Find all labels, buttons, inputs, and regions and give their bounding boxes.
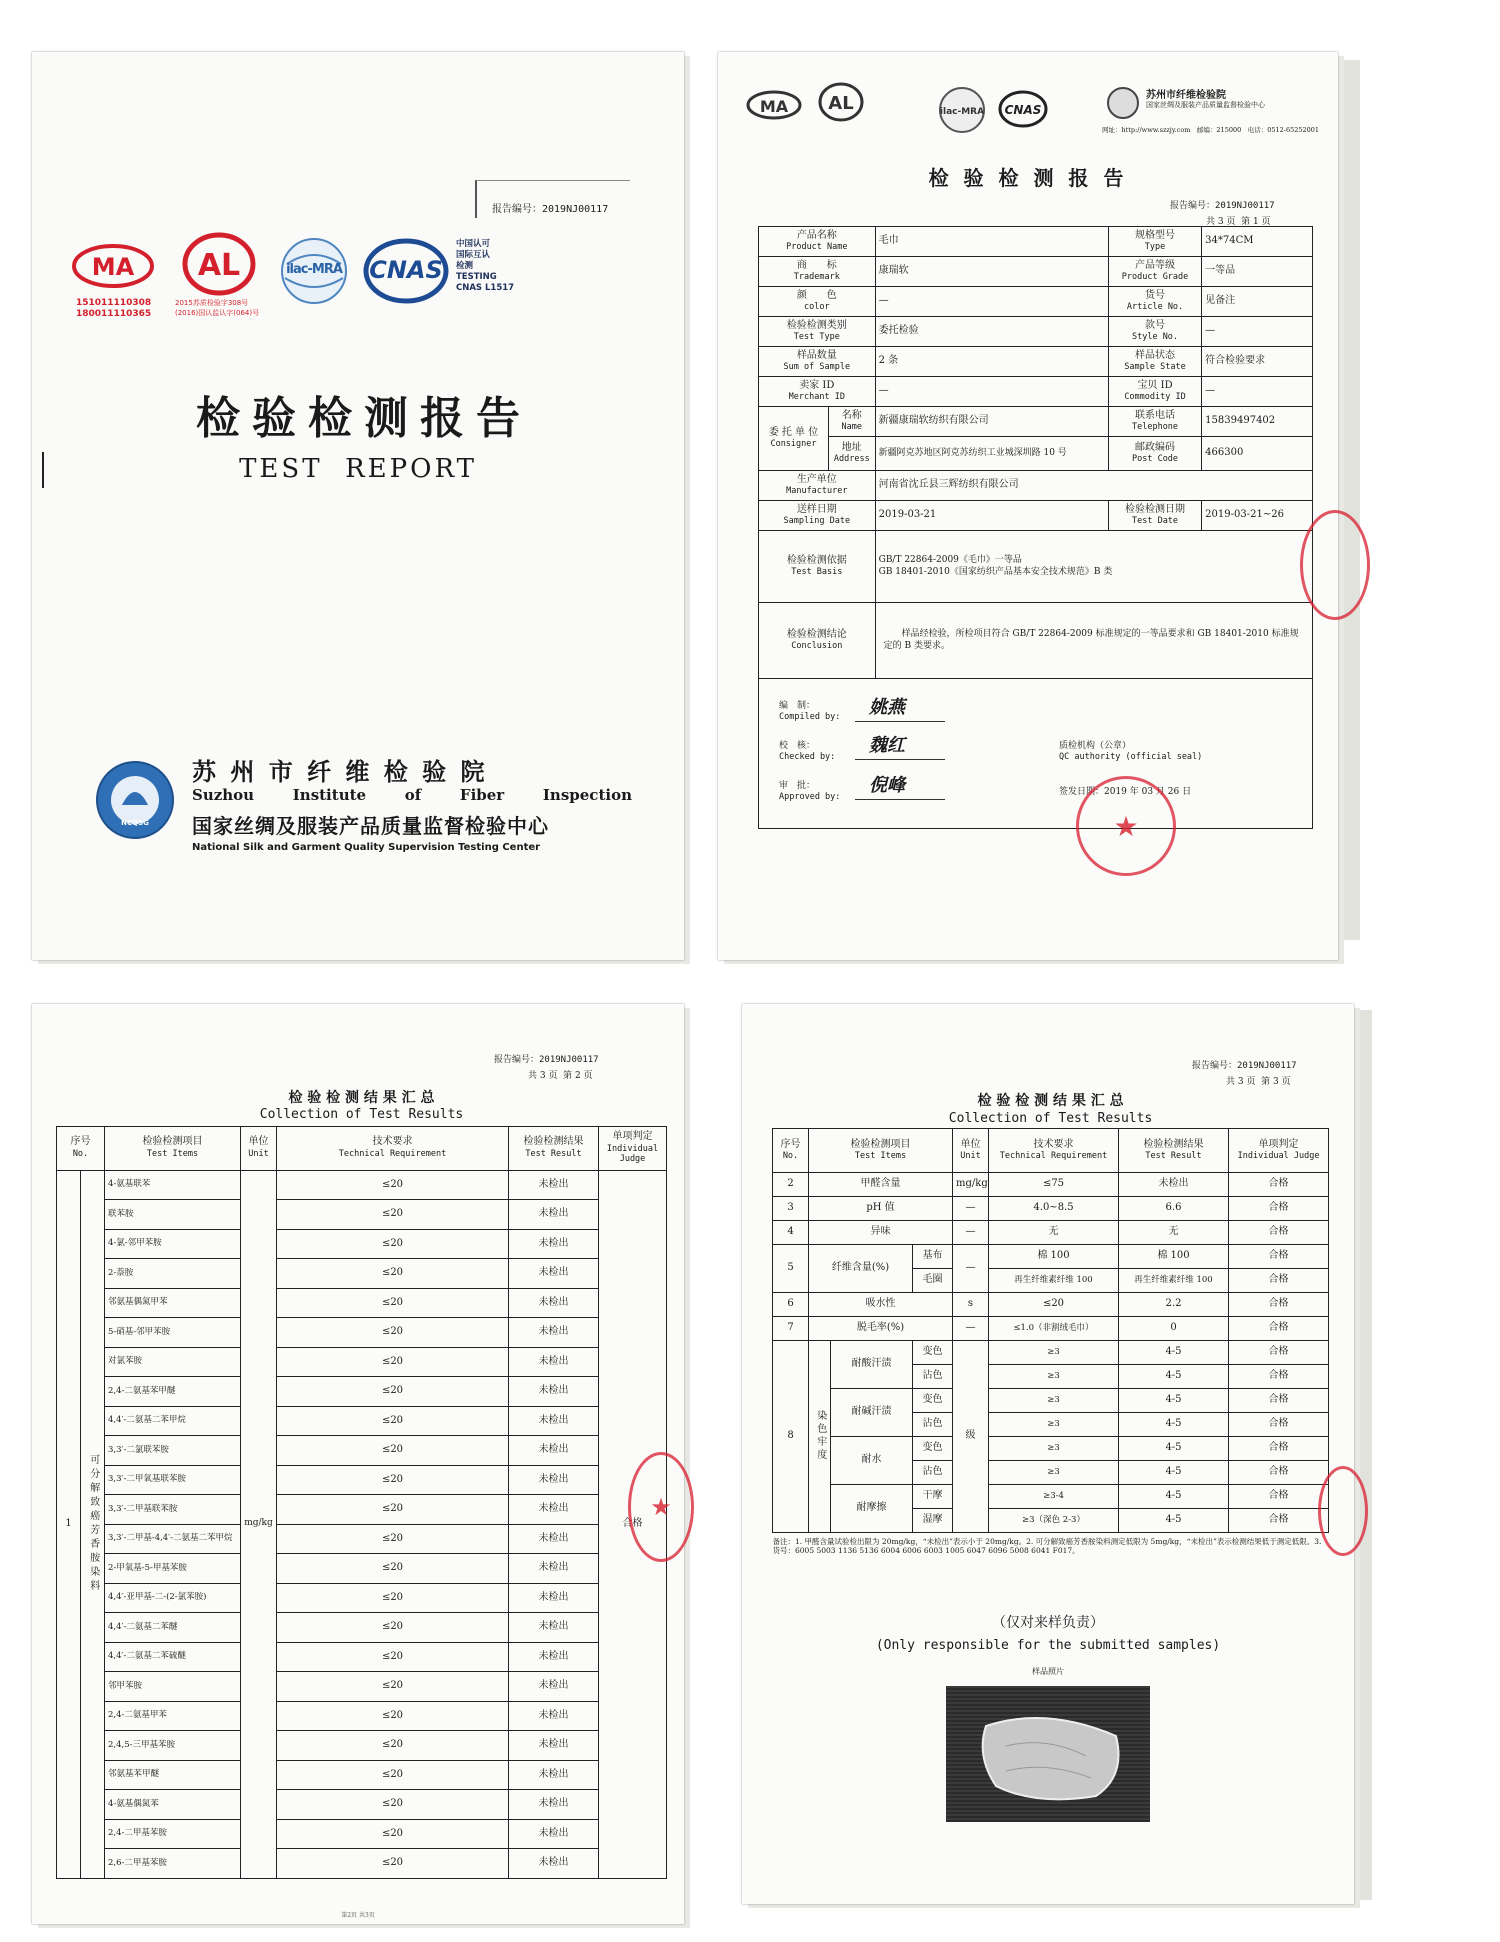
p3-color-subgroup: 耐酸汗渍 xyxy=(831,1340,913,1388)
p3-color-judge: 合格 xyxy=(1229,1364,1329,1388)
p2-item: 3,3′-二甲氧基联苯胺 xyxy=(105,1465,241,1495)
p3-color-subgroup: 耐碱汗渍 xyxy=(831,1388,913,1436)
p3-header-row: 序号 No. 检验检测项目 Test Items 单位 Unit 技术要求 Technical Requirement 检验检测结果 Test Result 单项判定 Individual Judge xyxy=(773,1128,1329,1172)
p1-title: 检 验 检 测 报 告 xyxy=(928,166,1128,190)
p2-res: 未检出 xyxy=(509,1170,599,1200)
report-page-1 xyxy=(718,52,1338,960)
p2-item: 3,3′-二氯联苯胺 xyxy=(105,1436,241,1466)
institute-name-cn: 苏 州 市 纤 维 检 验 院 xyxy=(192,757,488,786)
p2-req: ≤20 xyxy=(277,1200,509,1230)
p3-page-no: 共 3 页 第 3 页 xyxy=(1226,1077,1291,1087)
cover-left-mark xyxy=(42,452,44,488)
p2-req: ≤20 xyxy=(277,1672,509,1702)
p3-color-req: ≥3（深色 2-3） xyxy=(989,1508,1119,1532)
p2-result-row xyxy=(57,1318,667,1348)
p3-color-res: 4-5 xyxy=(1119,1460,1229,1484)
p2-res: 未检出 xyxy=(509,1259,599,1289)
p2-res: 未检出 xyxy=(509,1731,599,1761)
p2-result-row xyxy=(57,1229,667,1259)
p1-inst-icon xyxy=(1106,86,1140,120)
p2-res: 未检出 xyxy=(509,1583,599,1613)
p1-address-row: 地址 Address 新疆阿克苏地区阿克苏纺织工业城深圳路 10 号 邮政编码 Post Code 466300 xyxy=(759,437,1313,471)
report-page-3 xyxy=(742,1004,1354,1904)
p3-color-row xyxy=(773,1484,1329,1508)
ilac-mra-logo xyxy=(279,236,349,306)
p2-item: 2,4-二甲基苯胺 xyxy=(105,1819,241,1849)
svg-text:MA: MA xyxy=(759,97,789,116)
p1-cma-icon xyxy=(746,90,802,120)
p2-result-row xyxy=(57,1436,667,1466)
p3-row: 4 异味 — 无 无 合格 xyxy=(773,1220,1329,1244)
p2-item: 2,4-二氨基甲苯 xyxy=(105,1701,241,1731)
cal-code-1: 2015苏质检验字308号 xyxy=(175,299,249,307)
p3-color-res: 4-5 xyxy=(1119,1340,1229,1364)
p3-color-sub: 沾色 xyxy=(913,1364,953,1388)
p3-color-sub: 沾色 xyxy=(913,1412,953,1436)
p2-res: 未检出 xyxy=(509,1347,599,1377)
cnas-caption: 中国认可 国际互认 检测 TESTING CNAS L1517 xyxy=(456,239,515,293)
center-name-en: National Silk and Garment Quality Supervision Testing Center xyxy=(192,842,541,853)
svg-text:AL: AL xyxy=(197,248,241,283)
p1-row: 商 标 Trademark 康瑞软 产品等级 Product Grade 一等品 xyxy=(759,257,1313,287)
p3-responsible-en: (Only responsible for the submitted samples) xyxy=(875,1638,1221,1653)
p2-item: 邻甲苯胺 xyxy=(105,1672,241,1702)
p1-row: 卖家 ID Merchant ID — 宝贝 ID Commodity ID — xyxy=(759,377,1313,407)
edge-stamp-page3 xyxy=(1318,1466,1368,1556)
svg-text:CNAS: CNAS xyxy=(1004,103,1042,117)
p2-res: 未检出 xyxy=(509,1642,599,1672)
p2-req: ≤20 xyxy=(277,1819,509,1849)
institute-name-en: Suzhou Institute of Fiber Inspection xyxy=(192,786,632,804)
p1-header-contact: 网址：http://www.szzjy.com 邮编：215000 电话：0512-65252001 xyxy=(1102,126,1320,134)
cal-code-2: (2016)国认监认字(064)号 xyxy=(175,309,260,317)
qc-label: 质检机构（公章） QC authority (official seal) xyxy=(1059,741,1203,763)
p3-color-no: 8 xyxy=(773,1340,809,1532)
p2-item: 邻氨基偶氮甲苯 xyxy=(105,1288,241,1318)
p2-req: ≤20 xyxy=(277,1495,509,1525)
p2-req: ≤20 xyxy=(277,1613,509,1643)
p2-result-row xyxy=(57,1819,667,1849)
p3-color-judge: 合格 xyxy=(1229,1340,1329,1364)
p3-title-row: 检 验 检 测 结 果 汇 总 Collection of Test Results xyxy=(773,1092,1329,1128)
p1-conclusion-row: 检验检测结论 Conclusion 样品经检验，所检项目符合 GB/T 22864-2009 标准规定的一等品要求和 GB 18401-2010 标准规定的 B 类要求。 xyxy=(759,603,1313,679)
center-name-cn: 国家丝绸及服装产品质量监督检验中心 xyxy=(192,814,549,838)
p2-item: 4-氯-邻甲苯胺 xyxy=(105,1229,241,1259)
p2-res: 未检出 xyxy=(509,1200,599,1230)
p3-lint-row: 7 脱毛率(%) — ≤1.0（非割绒毛巾） 0 合格 xyxy=(773,1316,1329,1340)
compiled-signature: 姚燕 xyxy=(869,697,905,718)
p3-color-res: 4-5 xyxy=(1119,1364,1229,1388)
cnas-text: CNAS xyxy=(369,256,443,284)
p2-result-row xyxy=(57,1347,667,1377)
p2-item: 4,4′-二氨基二苯硫醚 xyxy=(105,1642,241,1672)
approved-signature: 倪峰 xyxy=(869,775,905,796)
p2-res: 未检出 xyxy=(509,1465,599,1495)
p2-res: 未检出 xyxy=(509,1701,599,1731)
p3-color-res: 4-5 xyxy=(1119,1388,1229,1412)
p2-req: ≤20 xyxy=(277,1318,509,1348)
p2-req: ≤20 xyxy=(277,1259,509,1289)
p2-req: ≤20 xyxy=(277,1436,509,1466)
p3-color-req: ≥3 xyxy=(989,1436,1119,1460)
cover-title-en: TEST REPORT xyxy=(239,454,477,484)
p2-res: 未检出 xyxy=(509,1318,599,1348)
p2-item: 4-氨基偶氮苯 xyxy=(105,1790,241,1820)
p3-color-judge: 合格 xyxy=(1229,1460,1329,1484)
cnas-logo xyxy=(362,238,450,304)
p2-item: 2,4-二氨基苯甲醚 xyxy=(105,1377,241,1407)
p2-item: 邻氨基苯甲醚 xyxy=(105,1760,241,1790)
p2-result-row xyxy=(57,1701,667,1731)
p2-res: 未检出 xyxy=(509,1229,599,1259)
p3-color-sub: 变色 xyxy=(913,1340,953,1364)
p2-footer: 第2页 共3页 xyxy=(341,1912,375,1919)
p1-basis-row: 检验检测依据 Test Basis GB/T 22864-2009《毛巾》一等品 GB 18401-2010《国家纺织产品基本安全技术规范》B 类 xyxy=(759,531,1313,603)
p2-item: 2,4,5-三甲基苯胺 xyxy=(105,1731,241,1761)
p3-color-req: ≥3 xyxy=(989,1412,1119,1436)
svg-text:MA: MA xyxy=(91,253,135,281)
p1-row: 样品数量 Sum of Sample 2 条 样品状态 Sample State 符合检验要求 xyxy=(759,347,1313,377)
sample-photo xyxy=(946,1686,1150,1822)
p3-water-row: 6 吸水性 s ≤20 2.2 合格 xyxy=(773,1292,1329,1316)
p2-result-row xyxy=(57,1524,667,1554)
compiled-label: 编 制： Compiled by: xyxy=(779,701,841,723)
p2-item: 2-萘胺 xyxy=(105,1259,241,1289)
institute-seal xyxy=(94,759,176,841)
cover-page xyxy=(32,52,684,960)
p2-req: ≤20 xyxy=(277,1229,509,1259)
p3-report-no: 报告编号：2019NJ00117 xyxy=(1192,1061,1297,1071)
p1-sign-row xyxy=(759,679,1313,829)
p2-req: ≤20 xyxy=(277,1170,509,1200)
p2-item: 4,4′-亚甲基-二-(2-氯苯胺) xyxy=(105,1583,241,1613)
cma-code-2: 180011110365 xyxy=(76,309,152,319)
p3-color-req: ≥3-4 xyxy=(989,1484,1119,1508)
p3-table xyxy=(772,1092,1328,1560)
checked-signature: 魏红 xyxy=(869,735,905,756)
p2-item: 5-硝基-邻甲苯胺 xyxy=(105,1318,241,1348)
p2-result-row xyxy=(57,1731,667,1761)
p1-report-no: 报告编号：2019NJ00117 xyxy=(1170,201,1275,211)
cal-logo xyxy=(182,232,256,296)
p3-color-judge: 合格 xyxy=(1229,1412,1329,1436)
p1-header-inst: 苏州市纤维检验院 xyxy=(1146,90,1226,101)
official-stamp: ★ xyxy=(1076,776,1176,876)
p3-color-judge: 合格 xyxy=(1229,1508,1329,1532)
p2-title-row: 检 验 检 测 结 果 汇 总 Collection of Test Results xyxy=(57,1088,667,1126)
p2-res: 未检出 xyxy=(509,1495,599,1525)
p3-fiber-row-2: 毛圈 再生纤维素纤维 100 再生纤维素纤维 100 合格 xyxy=(773,1268,1329,1292)
p2-res: 未检出 xyxy=(509,1849,599,1879)
p1-page-no: 共 3 页 第 1 页 xyxy=(1206,217,1271,227)
p2-result-row xyxy=(57,1170,667,1200)
p3-fiber-row: 5 纤维含量(%) 基布 — 棉 100 棉 100 合格 xyxy=(773,1244,1329,1268)
p2-item: 4,4′-二氨基二苯醚 xyxy=(105,1613,241,1643)
p3-color-sub: 变色 xyxy=(913,1436,953,1460)
p2-res: 未检出 xyxy=(509,1672,599,1702)
report-page-2 xyxy=(32,1004,684,1924)
p3-color-req: ≥3 xyxy=(989,1364,1119,1388)
p2-item: 4-氨基联苯 xyxy=(105,1170,241,1200)
p2-item: 3,3′-二甲基-4,4′-二氨基二苯甲烷 xyxy=(105,1524,241,1554)
p2-result-row xyxy=(57,1790,667,1820)
p1-cal-icon xyxy=(818,82,864,122)
p2-req: ≤20 xyxy=(277,1701,509,1731)
p2-req: ≤20 xyxy=(277,1347,509,1377)
seal-text: NCQSG xyxy=(121,819,149,827)
p2-page-no: 共 3 页 第 2 页 xyxy=(528,1071,593,1081)
p2-res: 未检出 xyxy=(509,1760,599,1790)
p2-item: 联苯胺 xyxy=(105,1200,241,1230)
cover-title-cn: 检验检测报告 xyxy=(196,393,532,444)
p2-req: ≤20 xyxy=(277,1554,509,1584)
p3-color-judge: 合格 xyxy=(1229,1388,1329,1412)
p2-result-row xyxy=(57,1849,667,1879)
p2-res: 未检出 xyxy=(509,1288,599,1318)
ilac-text: ilac-MRA xyxy=(286,262,342,277)
p2-unit: mg/kg xyxy=(241,1170,277,1878)
p2-result-row xyxy=(57,1465,667,1495)
p3-color-subgroup: 耐水 xyxy=(831,1436,913,1484)
p2-res: 未检出 xyxy=(509,1790,599,1820)
p1-row: 产品名称 Product Name 毛巾 规格型号 Type 34*74CM xyxy=(759,227,1313,257)
p3-color-res: 4-5 xyxy=(1119,1412,1229,1436)
edge-stamp-page2: ★ xyxy=(628,1452,694,1562)
p2-result-row xyxy=(57,1583,667,1613)
p3-color-row xyxy=(773,1436,1329,1460)
p2-result-row xyxy=(57,1554,667,1584)
p3-colorfastness-body xyxy=(773,1340,1329,1532)
p1-info-table xyxy=(758,226,1313,829)
p2-req: ≤20 xyxy=(277,1524,509,1554)
p2-item: 2,6-二甲基苯胺 xyxy=(105,1849,241,1879)
p2-res: 未检出 xyxy=(509,1377,599,1407)
p1-manufacturer-row: 生产单位 Manufacturer 河南省沈丘县三辉纺织有限公司 xyxy=(759,471,1313,501)
p2-req: ≤20 xyxy=(277,1642,509,1672)
p2-res: 未检出 xyxy=(509,1436,599,1466)
cma-logo xyxy=(72,244,154,288)
p3-note-row: 备注：1. 甲醛含量试验检出限为 20mg/kg，“未检出”表示小于 20mg/kg。2. 可分解致癌芳香胺染料测定低限为 5mg/kg，“未检出”表示检测结果低于测定低限。3. 货号：6005 5003 1136 5136 6004 6006 6003 1005 6047 6096 5008 6041 F017。 xyxy=(773,1532,1329,1559)
p3-color-res: 4-5 xyxy=(1119,1508,1229,1532)
p2-header-row: 序号 No. 检验检测项目 Test Items 单位 Unit 技术要求 Technical Requirement 检验检测结果 Test Result 单项判定 Individual Judge xyxy=(57,1126,667,1170)
p2-group: 可分解致癌芳香胺染料 xyxy=(81,1170,105,1878)
p2-judge: 合格 xyxy=(599,1170,667,1878)
p2-req: ≤20 xyxy=(277,1731,509,1761)
p2-res: 未检出 xyxy=(509,1819,599,1849)
p1-row: 颜 色 color — 货号 Article No. 见备注 xyxy=(759,287,1313,317)
p2-item: 3,3′-二甲基联苯胺 xyxy=(105,1495,241,1525)
p2-item: 对氯苯胺 xyxy=(105,1347,241,1377)
p2-req: ≤20 xyxy=(277,1849,509,1879)
p2-req: ≤20 xyxy=(277,1288,509,1318)
approved-label: 审 批： Approved by: xyxy=(779,781,841,803)
p3-responsible-cn: （仅对来样负责） xyxy=(992,1615,1104,1631)
p2-res: 未检出 xyxy=(509,1406,599,1436)
p3-color-subgroup: 耐摩擦 xyxy=(831,1484,913,1532)
p2-req: ≤20 xyxy=(277,1760,509,1790)
p2-result-row xyxy=(57,1672,667,1702)
svg-text:AL: AL xyxy=(828,93,854,114)
p2-table xyxy=(56,1088,666,1879)
p3-color-group: 染色牢度 xyxy=(809,1340,831,1532)
p3-color-req: ≥3 xyxy=(989,1388,1119,1412)
p3-color-row xyxy=(773,1388,1329,1412)
sign-date: 签发日期：2019 年 03 月 26 日 xyxy=(1059,787,1192,797)
p3-color-req: ≥3 xyxy=(989,1460,1119,1484)
p3-color-judge: 合格 xyxy=(1229,1484,1329,1508)
p3-color-sub: 变色 xyxy=(913,1388,953,1412)
p2-result-row xyxy=(57,1288,667,1318)
p2-result-row xyxy=(57,1200,667,1230)
p3-color-sub: 干摩 xyxy=(913,1484,953,1508)
p3-color-sub: 湿摩 xyxy=(913,1508,953,1532)
p2-req: ≤20 xyxy=(277,1583,509,1613)
p3-row: 2 甲醛含量 mg/kg ≤75 未检出 合格 xyxy=(773,1172,1329,1196)
p3-color-unit: 级 xyxy=(953,1340,989,1532)
p3-color-res: 4-5 xyxy=(1119,1436,1229,1460)
p2-result-row xyxy=(57,1642,667,1672)
p2-res: 未检出 xyxy=(509,1554,599,1584)
p2-result-row xyxy=(57,1495,667,1525)
p3-row: 3 pH 值 — 4.0~8.5 6.6 合格 xyxy=(773,1196,1329,1220)
p2-res: 未检出 xyxy=(509,1524,599,1554)
p1-row: 检验检测类别 Test Type 委托检验 款号 Style No. — xyxy=(759,317,1313,347)
p1-header-sub: 国家丝绸及服装产品质量监督检验中心 xyxy=(1146,101,1265,109)
p2-req: ≤20 xyxy=(277,1377,509,1407)
p2-body xyxy=(57,1170,667,1878)
p2-req: ≤20 xyxy=(277,1790,509,1820)
p2-result-row xyxy=(57,1760,667,1790)
p3-color-res: 4-5 xyxy=(1119,1484,1229,1508)
p3-color-sub: 沾色 xyxy=(913,1460,953,1484)
p3-photo-label: 样品照片 xyxy=(1032,1667,1064,1676)
p1-date-row: 送样日期 Sampling Date 2019-03-21 检验检测日期 Test Date 2019-03-21~26 xyxy=(759,501,1313,531)
p2-result-row xyxy=(57,1613,667,1643)
p2-req: ≤20 xyxy=(277,1406,509,1436)
p1-cnas-icon xyxy=(998,90,1048,128)
p2-report-no: 报告编号：2019NJ00117 xyxy=(494,1055,599,1065)
cma-code-1: 151011110308 xyxy=(76,298,152,308)
checked-label: 校 核： Checked by: xyxy=(779,741,836,763)
svg-text:ilac-MRA: ilac-MRA xyxy=(939,107,985,117)
p3-color-row xyxy=(773,1340,1329,1364)
cover-report-no: 报告编号：2019NJ00117 xyxy=(492,204,609,215)
p3-color-judge: 合格 xyxy=(1229,1436,1329,1460)
p2-item: 2-甲氧基-5-甲基苯胺 xyxy=(105,1554,241,1584)
p2-req: ≤20 xyxy=(277,1465,509,1495)
p3-color-req: ≥3 xyxy=(989,1340,1119,1364)
p2-res: 未检出 xyxy=(509,1613,599,1643)
p2-result-row xyxy=(57,1406,667,1436)
p2-result-row xyxy=(57,1377,667,1407)
edge-stamp-page1 xyxy=(1300,510,1370,620)
p1-ilac-icon xyxy=(938,86,986,134)
p2-row-no: 1 xyxy=(57,1170,81,1878)
p2-result-row xyxy=(57,1259,667,1289)
p2-item: 4,4′-二氨基二苯甲烷 xyxy=(105,1406,241,1436)
page3-edge xyxy=(1352,1010,1372,1900)
p1-consigner-row: 委 托 单 位 Consigner 名称 Name 新疆康瑞软纺织有限公司 联系电话 Telephone 15839497402 xyxy=(759,407,1313,437)
